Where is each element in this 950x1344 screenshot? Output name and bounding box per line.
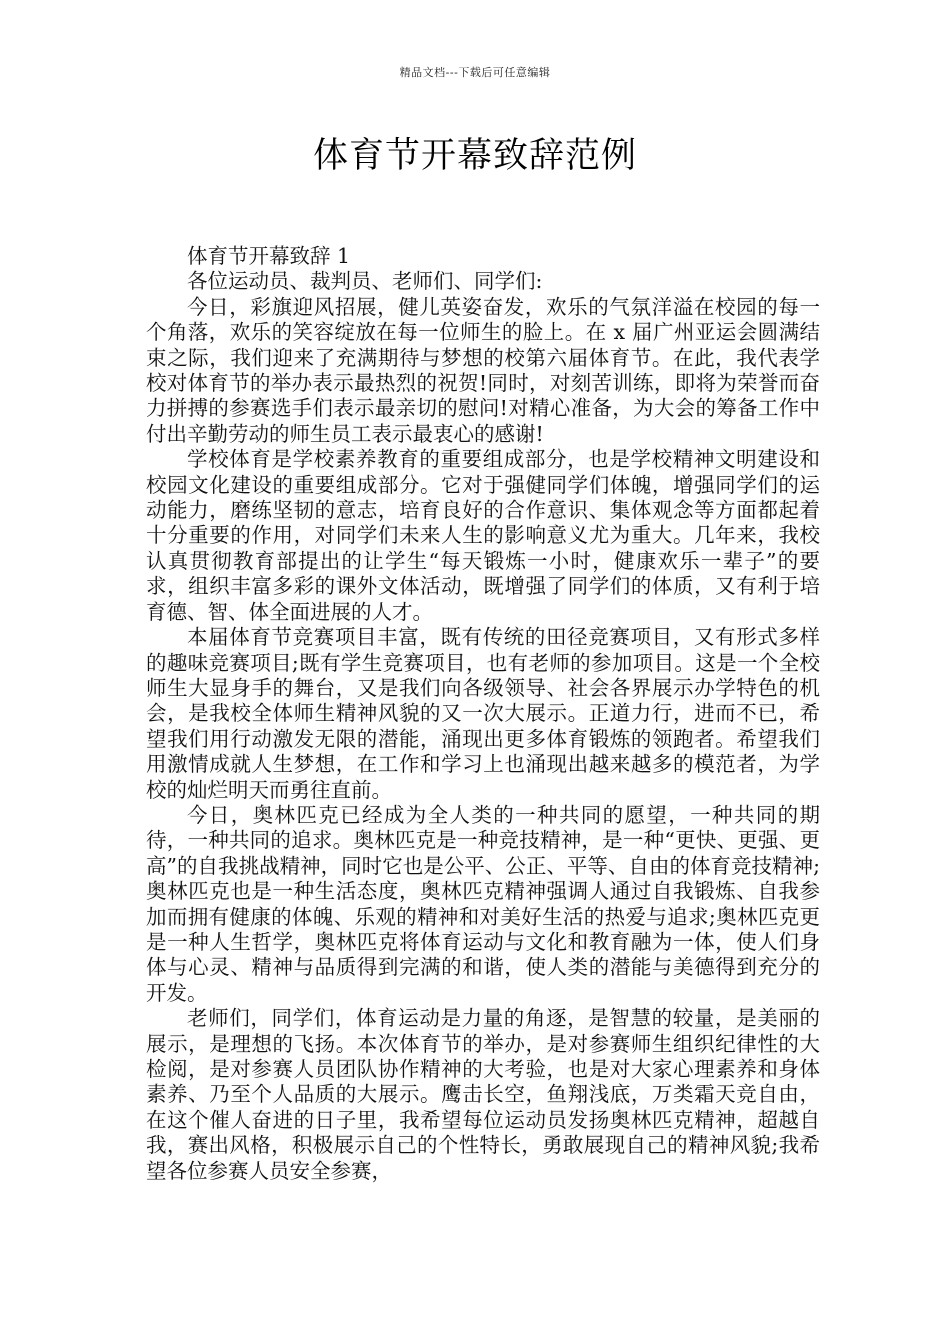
page-title: 体育节开幕致辞范例	[312, 136, 637, 176]
paragraph-1: 今日，彩旗迎风招展，健儿英姿奋发，欢乐的气氛洋溢在校园的每一个角落，欢乐的笑容绽放在每一位师生的脸上。在 x 届广州亚运会圆满结束之际，我们迎来了充满期待与梦想的校第六届体育节。在此，我代表学校对体育节的举办表示最热烈的祝贺!同时，对刻苦训练，即将为荣誉而奋力拼搏的参赛选手们表示最亲切的慰问!对精心准备，为大会的筹备工作中付出辛勤劳动的师生员工表示最衷心的感谢!	[146, 294, 820, 446]
paragraph-3: 本届体育节竞赛项目丰富，既有传统的田径竞赛项目，又有形式多样的趣味竞赛项目;既有学生竞赛项目，也有老师的参加项目。这是一个全校师生大显身手的舞台，又是我们向各级领导、社会各界展示办学特色的机会，是我校全体师生精神风貌的又一次大展示。正道力行，进而不已，希望我们用行动激发无限的潜能，涌现出更多体育锻炼的领跑者。希望我们用激情成就人生梦想，在工作和学习上也涌现出越来越多的模范者，为学校的灿烂明天而勇往直前。	[146, 625, 820, 802]
paragraph-4: 今日，奥林匹克已经成为全人类的一种共同的愿望，一种共同的期待，一种共同的追求。奥林匹克是一种竞技精神，是一种“更快、更强、更高”的自我挑战精神，同时它也是公平、公正、平等、自由的体育竞技精神;奥林匹克也是一种生活态度，奥林匹克精神强调人通过自我锻炼、自我参加而拥有健康的体魄、乐观的精神和对美好生活的热爱与追求;奥林匹克更是一种人生哲学，奥林匹克将体育运动与文化和教育融为一体，使人们身体与心灵、精神与品质得到完满的和谐，使人类的潜能与美德得到充分的开发。	[146, 802, 820, 1005]
paragraph-2: 学校体育是学校素养教育的重要组成部分，也是学校精神文明建设和校园文化建设的重要组成部分。它对于强健同学们体魄，增强同学们的运动能力，磨练坚韧的意志，培育良好的合作意识、集体观念等方面都起着十分重要的作用，对同学们未来人生的影响意义尤为重大。几年来，我校认真贯彻教育部提出的让学生“每天锻炼一小时，健康欢乐一辈子”的要求，组织丰富多彩的课外文体活动，既增强了同学们的体质，又有利于培育德、智、体全面进展的人才。	[146, 447, 820, 624]
section-heading: 体育节开幕致辞 1	[187, 244, 351, 268]
header-note: 精品文档---下载后可任意编辑	[399, 66, 551, 79]
salutation: 各位运动员、裁判员、老师们、同学们:	[187, 269, 543, 294]
document-body	[146, 244, 820, 1184]
paragraph-5: 老师们，同学们，体育运动是力量的角逐，是智慧的较量，是美丽的展示，是理想的飞扬。本次体育节的举办，是对参赛师生组织纪律性的大检阅，是对参赛人员团队协作精神的大考验，也是对大家心理素养和身体素养、乃至个人品质的大展示。鹰击长空，鱼翔浅底，万类霜天竞自由，在这个催人奋进的日子里，我希望每位运动员发扬奥林匹克精神，超越自我，赛出风格，积极展示自己的个性特长，勇敢展现自己的精神风貌;我希望各位参赛人员安全参赛，	[146, 1006, 820, 1183]
